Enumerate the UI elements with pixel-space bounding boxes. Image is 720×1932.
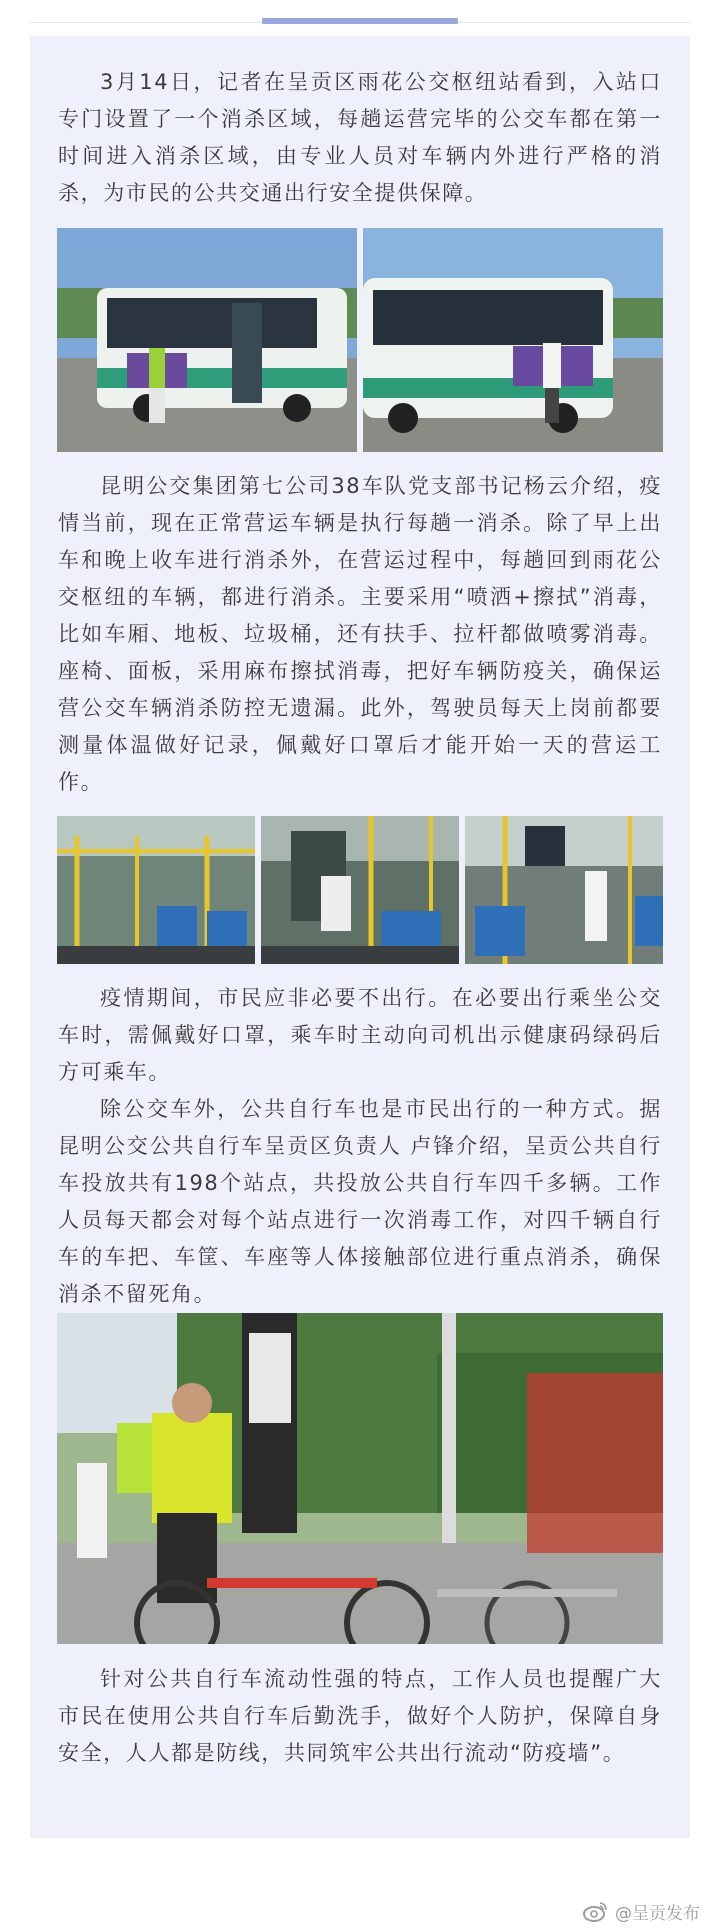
header-accent-bar bbox=[262, 18, 458, 24]
bicycle-disinfection-photo bbox=[57, 1313, 663, 1644]
paragraph-1: 3月14日，记者在呈贡区雨花公交枢纽站看到，入站口专门设置了一个消杀区域，每趟运营完毕的公交车都在第一时间进入消杀区域，由专业人员对车辆内外进行严格的消杀，为市民的公共交通出行安全提供保障。 bbox=[58, 70, 662, 205]
paragraph-3: 疫情期间，市民应非必要不出行。在必要出行乘坐公交车时，需佩戴好口罩，乘车时主动向司机出示健康码绿码后方可乘车。 bbox=[58, 986, 662, 1084]
bus-interior-photo-2 bbox=[261, 816, 459, 964]
source-watermark bbox=[583, 1898, 700, 1924]
paragraph-5: 针对公共自行车流动性强的特点，工作人员也提醒广大市民在使用公共自行车后勤洗手，做好个人防护，保障自身安全，人人都是防线，共同筑牢公共出行流动“防疫墙”。 bbox=[58, 1667, 662, 1765]
watermark-text: @呈贡发布 bbox=[615, 1903, 700, 1924]
paragraph-4: 除公交车外，公共自行车也是市民出行的一种方式。据昆明公交公共自行车呈贡区负责人 卢锋介绍，呈贡公共自行车投放共有198个站点，共投放公共自行车四千多辆。工作人员每天都会对每个站点进行一次消毒工作，对四千辆自行车的车把、车筐、车座等人体接触部位进行重点消杀，确保消杀不留死角。 bbox=[58, 1097, 662, 1306]
article-card bbox=[30, 36, 690, 1838]
bus-interior-photo-3 bbox=[465, 816, 663, 964]
bus-disinfection-photo-1 bbox=[57, 228, 357, 452]
bus-interior-photo-1 bbox=[57, 816, 255, 964]
paragraph-2: 昆明公交集团第七公司38车队党支部书记杨云介绍，疫情当前，现在正常营运车辆是执行每趟一消杀。除了早上出车和晚上收车进行消杀外，在营运过程中，每趟回到雨花公交枢纽的车辆，都进行消杀。主要采用“喷洒+擦拭”消毒，比如车厢、地板、垃圾桶，还有扶手、拉杆都做喷雾消毒。座椅、面板，采用麻布擦拭消毒，把好车辆防疫关，确保运营公交车辆消杀防控无遗漏。此外，驾驶员每天上岗前都要测量体温做好记录，佩戴好口罩后才能开始一天的营运工作。 bbox=[58, 474, 662, 794]
bus-disinfection-photo-2 bbox=[363, 228, 663, 452]
weibo-icon bbox=[583, 1900, 609, 1922]
